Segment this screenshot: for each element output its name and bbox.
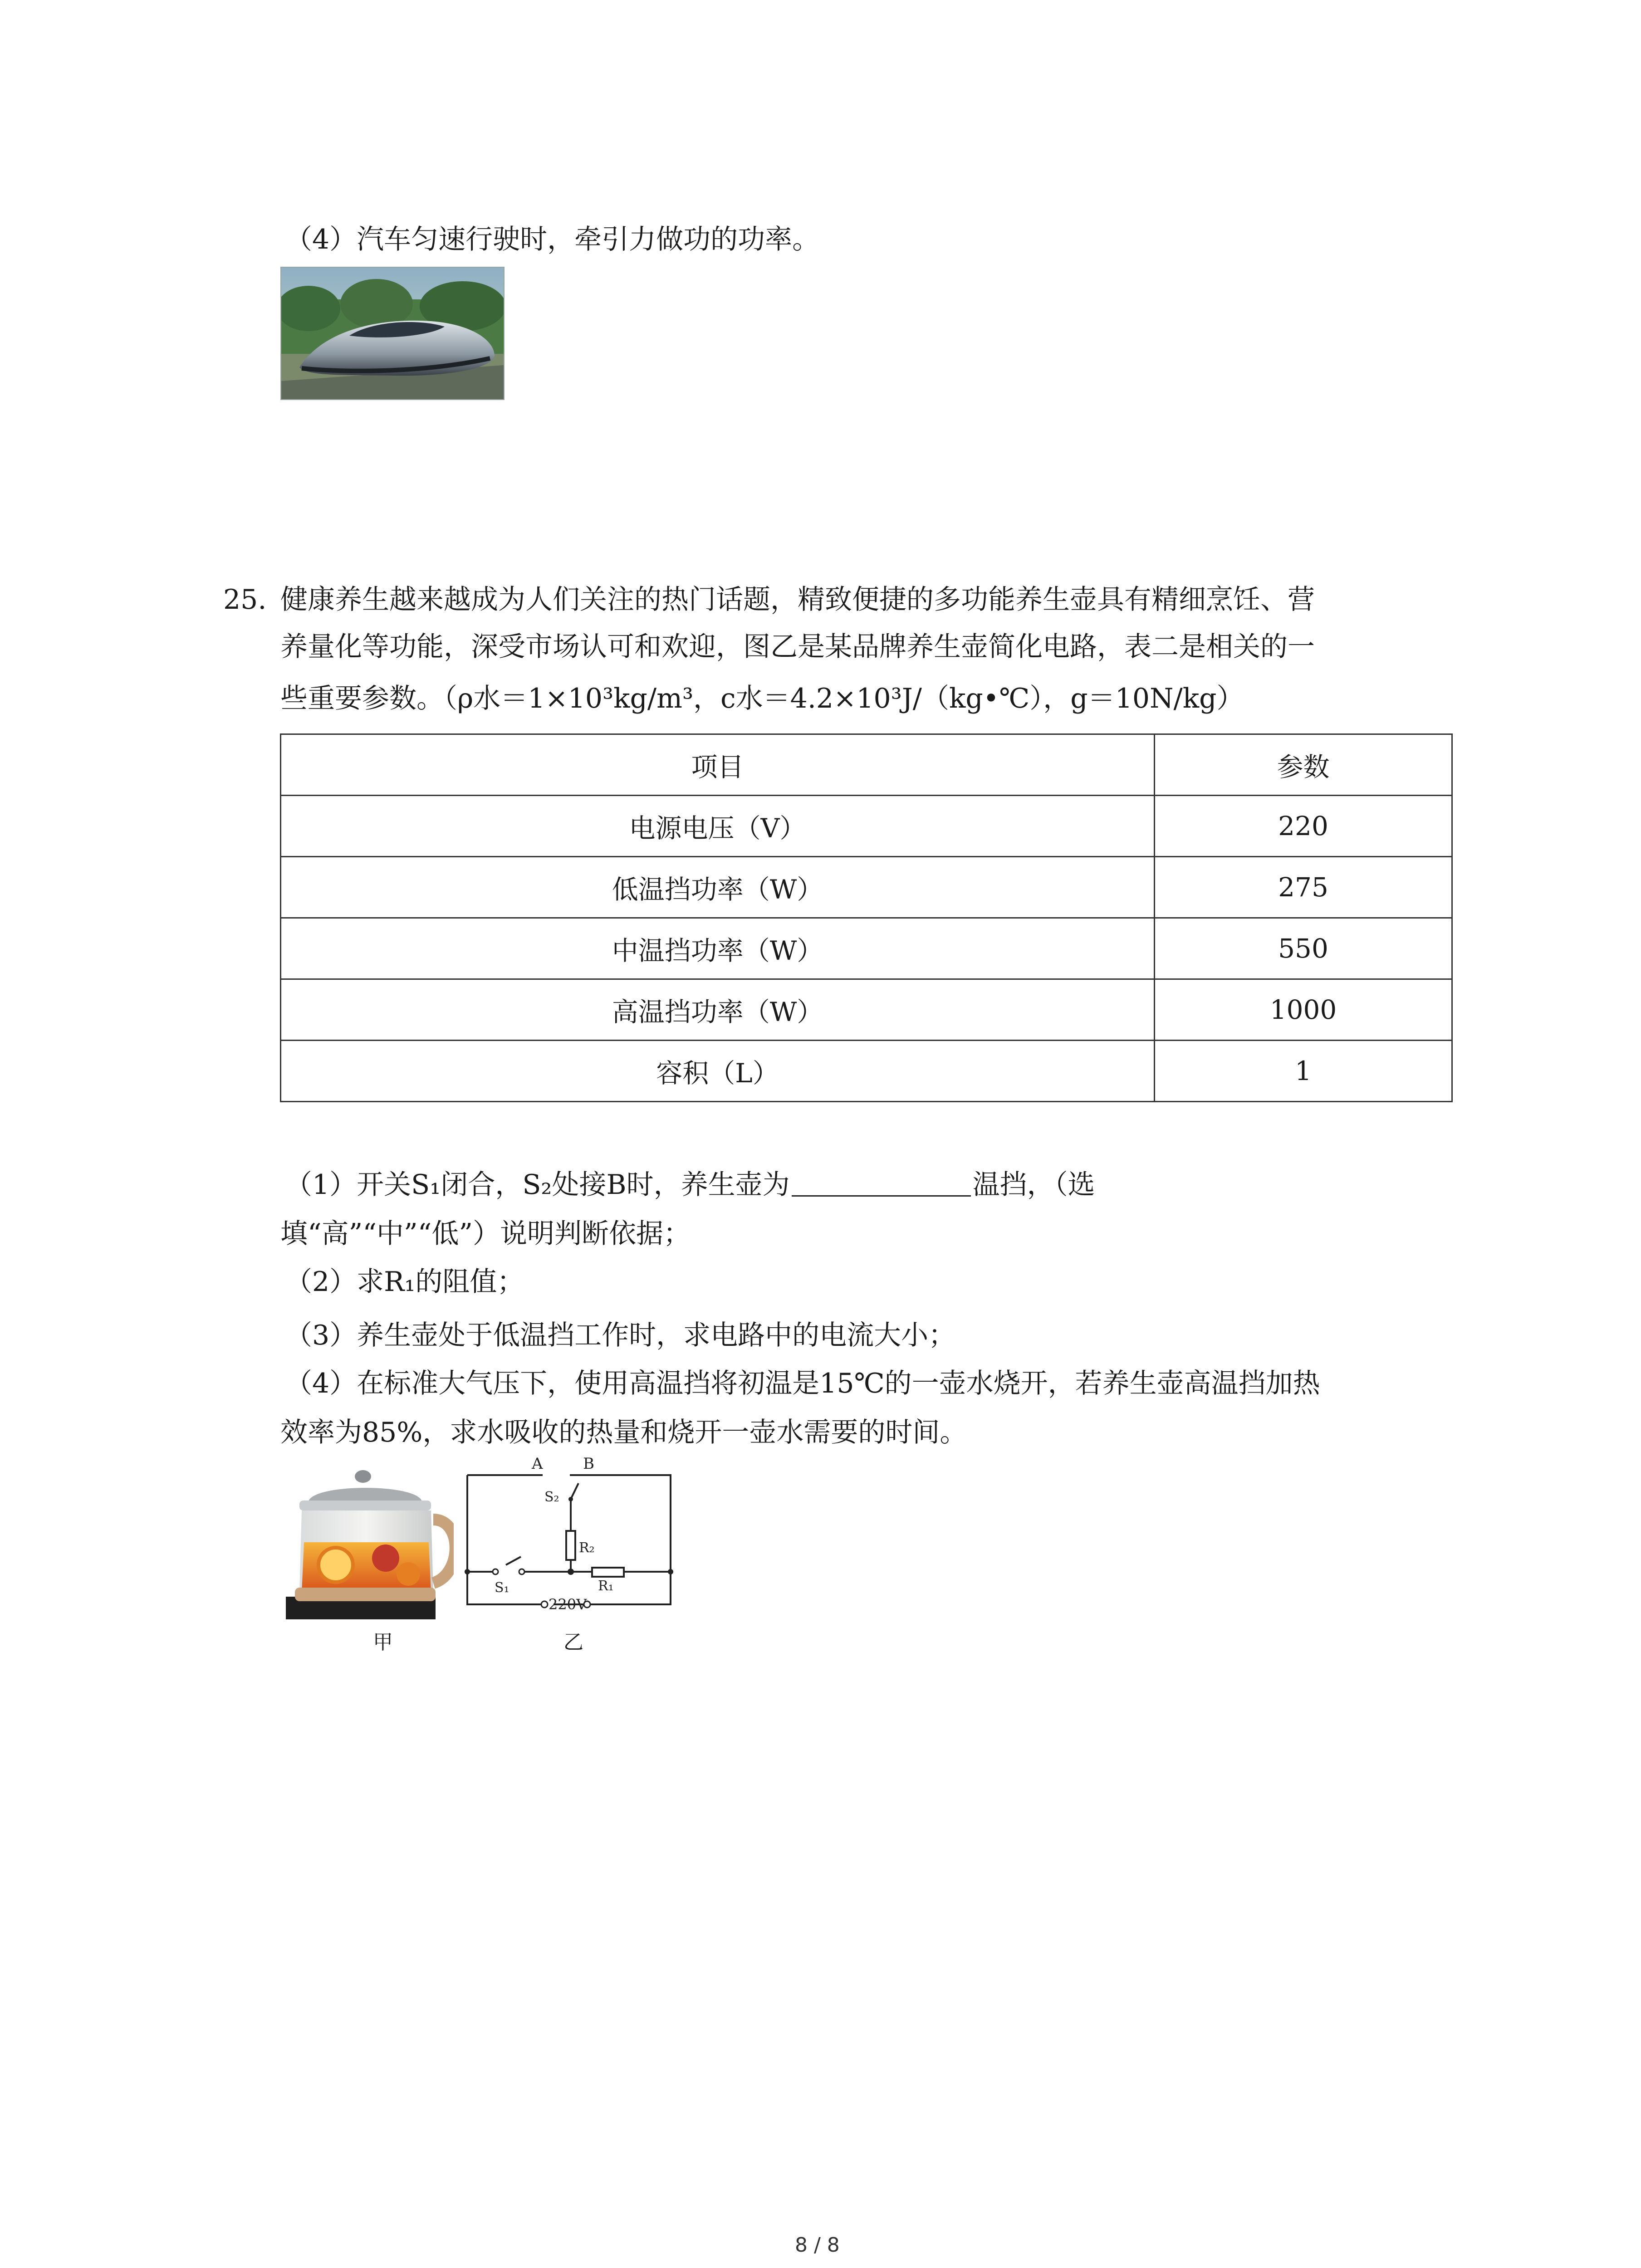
label-B: B	[583, 1455, 594, 1473]
q25-sub1-text-a: （1）开关S₁闭合，S₂处接B时，养生壶为	[285, 1169, 790, 1201]
table-cell-item: 容积（L）	[281, 1041, 1155, 1102]
table-cell-item: 低温挡功率（W）	[281, 857, 1155, 918]
table-cell-value: 275	[1155, 857, 1452, 918]
q25-sub1-line1	[285, 1161, 1095, 1208]
q25-sub1-line2: 填“高”“中”“低”）说明判断依据；	[280, 1218, 691, 1250]
parameters-table	[280, 733, 1453, 1102]
table-header-cell: 参数	[1155, 734, 1452, 796]
q25-intro-line3: 些重要参数。（ρ水＝1×10³kg/m³，c水＝4.2×10³J/（kg•℃），g＝10N/kg）	[280, 683, 1244, 714]
table-row	[281, 918, 1452, 979]
table-header-row	[281, 734, 1452, 796]
maglev-car-image	[280, 267, 505, 400]
figure-caption-jia: 甲	[373, 1631, 393, 1654]
label-R1: R₁	[598, 1578, 614, 1594]
q25-intro-line1: 健康养生越来越成为人们关注的热门话题，精致便捷的多功能养生壶具有精细烹饪、营	[280, 584, 1315, 616]
table-cell-value: 1	[1155, 1041, 1452, 1102]
q25-intro-line2: 养量化等功能，深受市场认可和欢迎，图乙是某品牌养生壶简化电路，表二是相关的一	[280, 631, 1315, 663]
q25-sub4-line2: 效率为85%，求水吸收的热量和烧开一壶水需要的时间。	[280, 1417, 967, 1448]
circuit-diagram	[454, 1452, 681, 1624]
label-voltage: 220V	[549, 1596, 587, 1613]
q25-sub2: （2）求R₁的阻值；	[285, 1266, 524, 1298]
table-header-cell: 项目	[281, 734, 1155, 796]
table-cell-item: 电源电压（V）	[281, 796, 1155, 857]
table-cell-item: 中温挡功率（W）	[281, 918, 1155, 979]
table-row	[281, 857, 1452, 918]
label-R2: R₂	[579, 1540, 595, 1556]
page-number: 8 / 8	[795, 2234, 840, 2257]
table-row	[281, 979, 1452, 1041]
table-cell-value: 550	[1155, 918, 1452, 979]
table-cell-value: 1000	[1155, 979, 1452, 1041]
figure-caption-yi: 乙	[563, 1631, 583, 1654]
q25-sub1-text-b: 温挡，（选	[972, 1169, 1095, 1201]
q25-sub3: （3）养生壶处于低温挡工作时，求电路中的电流大小；	[285, 1320, 956, 1351]
table-row	[281, 796, 1452, 857]
table-cell-item: 高温挡功率（W）	[281, 979, 1155, 1041]
label-S1: S₁	[495, 1580, 509, 1596]
table-cell-value: 220	[1155, 796, 1452, 857]
kettle-image	[281, 1461, 454, 1624]
label-S2: S₂	[544, 1489, 559, 1505]
label-A: A	[532, 1455, 543, 1473]
q25-sub4-line1: （4）在标准大气压下，使用高温挡将初温是15℃的一壶水烧开，若养生壶高温挡加热	[285, 1368, 1320, 1399]
q24-part4-text: （4）汽车匀速行驶时，牵引力做功的功率。	[285, 224, 820, 255]
table-row	[281, 1041, 1452, 1102]
answer-blank[interactable]	[792, 1163, 971, 1197]
q25-number: 25.	[223, 584, 267, 616]
